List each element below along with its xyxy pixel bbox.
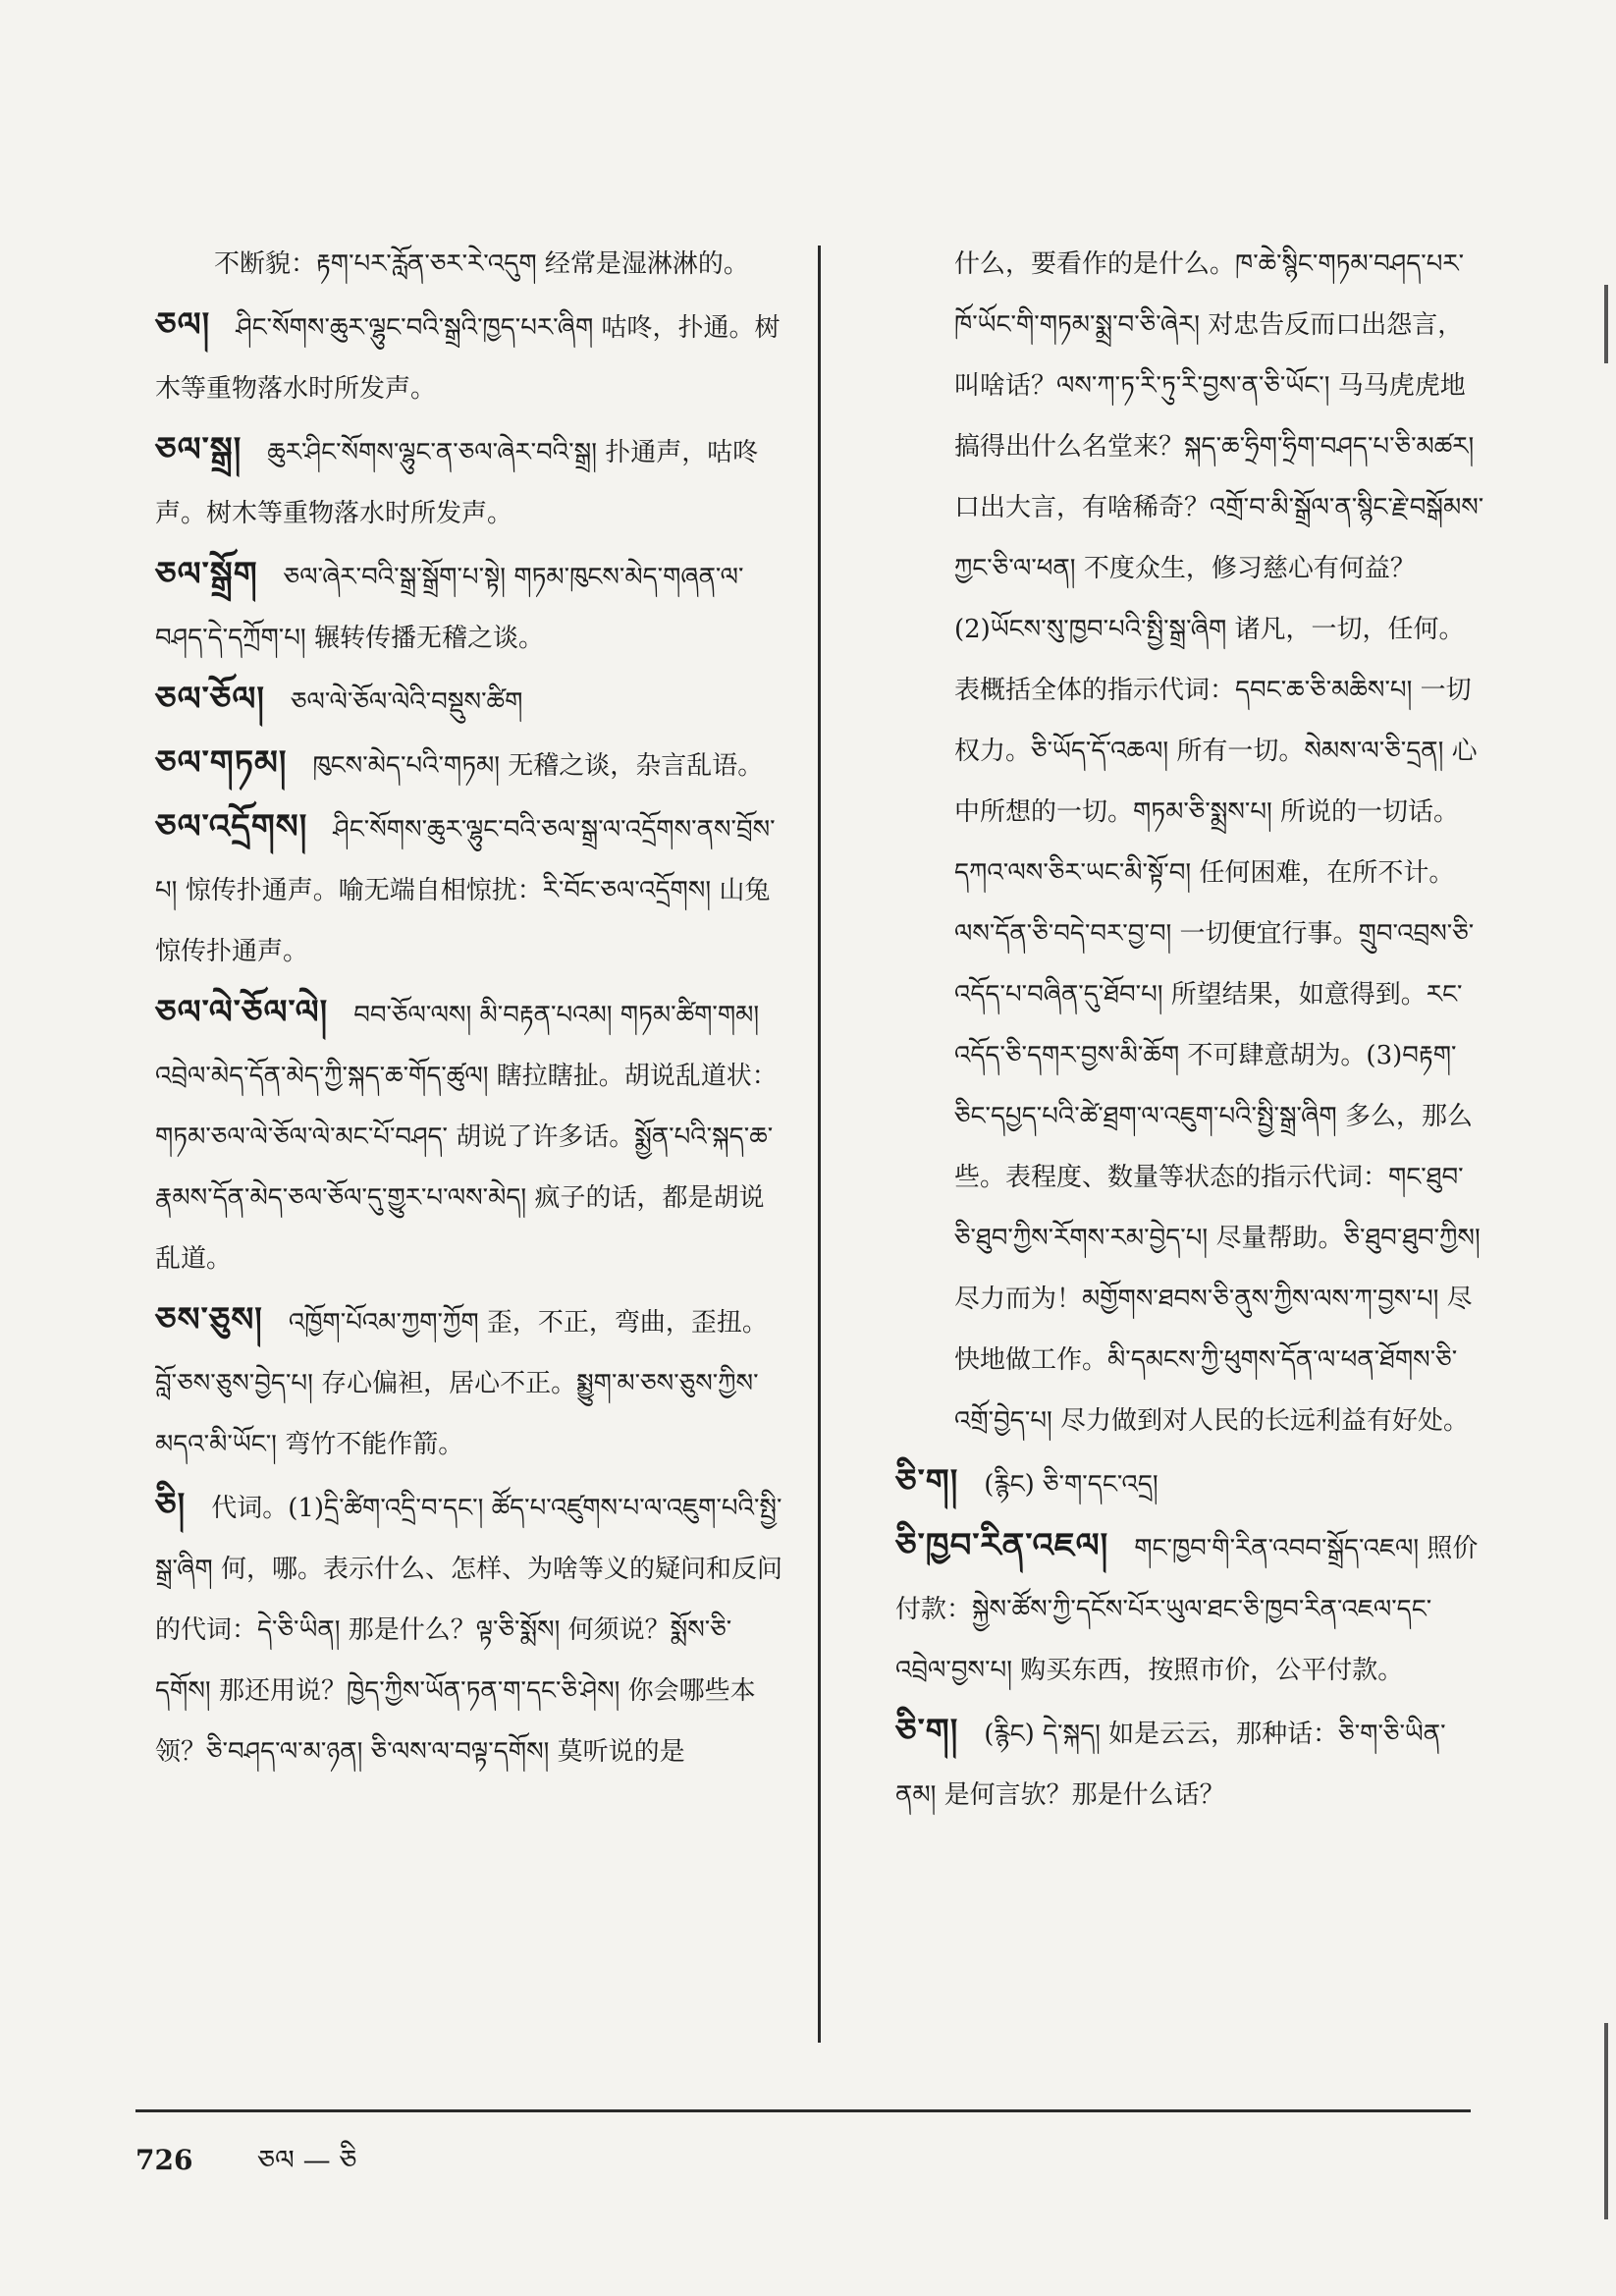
entry-definition: གང་ཁྱབ་གི་རིན་འབབ་སྒྲོད་འཇལ། 照价付款：སྐྱེས་ཚོས་ཀྱི་དངོས་པོར་ཡུལ་ཐང་ཅི་ཁྱབ་རིན་འཇལ་དང་འབྲེལ་བྱས་པ། 购买东西，按照市价，公平付款。 [895,1534,1479,1685]
footer-rule [135,2109,1471,2112]
entry-definition: ཤིང་སོགས་ཆུར་ལྷུང་བའི་སྒྲའི་ཁྱད་པར་ཞིག 咕咚，扑通。树木等重物落水时所发声。 [155,313,781,404]
entry-definition: (རྙིང) དེ་སྐད། 如是云云，那种话：ཅི་ག་ཅི་ཡིན་ནམ། 是何言欤？那是什么话？ [895,1720,1446,1810]
entry-definition: བབ་ཅོལ་ལས། མི་བརྟན་པའམ། གཏམ་ཚིག་གམ། འབྲེལ་མེད་དོན་མེད་ཀྱི་སྐད་ཆ་གོད་ཚུལ། 瞎拉瞎扯。胡说乱道状：གཏམ་ཅལ་ལེ་ཅོལ་ལེ་མང་པོ་བཤད་ 胡说了许多话。སྨྱོན་པའི་སྐད་ཆ་རྣམས་དོན་མེད་ཅལ་ཅོལ་དུ་གྱུར་པ་ལས་མེད། 疯子的话，都是胡说乱道。 [155,1001,778,1274]
entry-headword: ཅལ་ལེ་ཅོལ་ལེ། [155,993,329,1032]
dictionary-entry [155,544,783,669]
page-range: ཅལ — ཅི [257,2144,357,2176]
entry-headword: ཅལ་གཏམ། [155,743,288,783]
entry-headword: ཅས་ཅུས། [155,1300,263,1339]
entry-definition: 什么，要看作的是什么。ཁ་ཆེ་སྙིང་གཏམ་བཤད་པར་ཁོ་ཡོང་གི་གཏམ་སྨྲ་བ་ཅི་ཞེར། 对忠告反而口出怨言，叫啥话？ལས་ཀ་ཏ་རི་ཏུ་རི་བྱས་ན་ཅི་ཡོང་། 马马虎虎地搞得出什么名堂来？སྐད་ཆ་ཧྲིག་ཧྲིག་བཤད་པ་ཅི་མཚར། 口出大言，有啥稀奇？འགྲོ་བ་མི་སྒྲོལ་ན་སྙིང་རྗེ་བསྒོམས་ཀྱང་ཅི་ལ་ཕན། 不度众生，修习慈心有何益？(2)ཡོངས་སུ་ཁྱབ་པའི་སྤྱི་སྒྲ་ཞིག 诸凡，一切，任何。表概括全体的指示代词：དབང་ཆ་ཅི་མཆིས་པ། 一切权力。ཅི་ཡོད་དོ་འཆལ། 所有一切。སེམས་ལ་ཅི་དྲན། 心中所想的一切。གཏམ་ཅི་སྨྲས་པ། 所说的一切话。དཀའ་ལས་ཅིར་ཡང་མི་སྟོ་བ། 任何困难，在所不计。ལས་དོན་ཅི་བདེ་བར་བྱ་བ། 一切便宜行事。གྲུབ་འབྲས་ཅི་འདོད་པ་བཞིན་དུ་ཐོབ་པ། 所望结果，如意得到。རང་འདོད་ཅི་དགར་བྱས་མི་ཆོག 不可肆意胡为。(3)བརྟག་ཅིང་དཔྱད་པའི་ཚེ་ཐྲག་ལ་འཇུག་པའི་སྤྱི་སྒྲ་ཞིག 多么，那么些。表程度、数量等状态的指示代词：གང་ཐུབ་ཅི་ཐུབ་ཀྱིས་རོགས་རམ་བྱེད་པ། 尽量帮助。ཅི་ཐུབ་ཐུབ་ཀྱིས། 尽力而为！མགྱོགས་ཐབས་ཅི་ནུས་ཀྱིས་ལས་ཀ་བྱས་པ། 尽快地做工作。མི་དམངས་ཀྱི་ཕུགས་དོན་ལ་ཕན་ཐོགས་ཅི་འགྲོ་བྱེད་པ། 尽力做到对人民的长远利益有好处。 [954,249,1484,1436]
entry-headword: ཅལ་སྒྲ། [155,430,242,469]
entry-definition: ཆུར་ཤིང་སོགས་ལྷུང་ན་ཅལ་ཞེར་བའི་སྒྲ། 扑通声，咕咚声。树木等重物落水时所发声。 [155,438,759,528]
entry-headword: ཅལ་ཅོལ། [155,680,265,719]
entry-headword: ཅལ་སྒྲོག [155,555,258,594]
dictionary-entry [895,1515,1484,1701]
entry-headword: ཅལ་འདྲོགས། [155,807,308,847]
entry-definition: (རྙིང) ཅི་ག་དང་འདྲ། [984,1470,1158,1500]
entry-headword: ཅི་ཁྱབ་རིན་འཇལ། [895,1526,1109,1565]
dictionary-entry [155,982,783,1289]
entry-headword: ཅི་ག། [895,1462,959,1502]
column-divider [818,246,821,2043]
entry-headword: ཅལ། [155,305,211,345]
scan-edge-mark [1604,285,1608,363]
right-column [895,234,1484,1826]
entry-definition: འཁྱོག་པོའམ་ཀྱག་ཀྱོག 歪，不正，弯曲，歪扭。བློ་ཅས་ཅུས་བྱེད་པ། 存心偏袒，居心不正。སྨྱུག་མ་ཅས་ཅུས་ཀྱིས་མདའ་མི་ཡོང་། 弯竹不能作箭。 [155,1308,768,1459]
entry-headword: ཅི་ག། [895,1712,959,1751]
dictionary-entry [155,733,783,796]
entry-definition: ཅལ་ལེ་ཅོལ་ལེའི་བསྡུས་ཚིག [290,687,523,717]
dictionary-entry [155,419,783,544]
dictionary-entry [155,669,783,733]
scan-edge-mark [1604,2023,1608,2219]
entry-definition: 代词。(1)དྲི་ཚིག་འདྲི་བ་དང་། ཚོད་པ་འཛུགས་པ་ལ་འཇུག་པའི་སྤྱི་སྒྲ་ཞིག 何，哪。表示什么、怎样、为啥等义的疑问和反问的代词：དེ་ཅི་ཡིན། 那是什么？ལྟ་ཅི་སྨོས། 何须说？སྨོས་ཅི་དགོས། 那还用说？ཁྱེད་ཀྱིས་ཡོན་ཏན་ག་དང་ཅི་ཤེས། 你会哪些本领？ཅི་བཤད་ལ་མ་ཉན། ཅི་ལས་ལ་བལྟ་དགོས། 莫听说的是 [155,1494,782,1767]
dictionary-entry [895,234,1484,1451]
dictionary-entry [895,1701,1484,1826]
dictionary-entry [155,295,783,419]
entry-definition: ཅལ་ཞེར་བའི་སྒྲ་སྒྲོག་པ་སྟེ། གཏམ་ཁུངས་མེད་གཞན་ལ་བཤད་དེ་དཀྲོག་པ། 辗转传播无稽之谈。 [155,563,744,653]
entry-definition: ཁུངས་མེད་པའི་གཏམ། 无稽之谈，杂言乱语。 [312,751,764,781]
dictionary-entry [155,234,783,295]
page-number: 726 [135,2144,193,2176]
entry-headword: ཅི། [155,1486,187,1525]
entry-definition: ཤིང་སོགས་ཆུར་ལྷུང་བའི་ཅལ་སྒྲ་ལ་འདྲོགས་ནས་བྲོས་པ། 惊传扑通声。喻无端自相惊扰：རི་བོང་ཅལ་འདྲོགས། 山兔惊传扑通声。 [155,815,776,966]
dictionary-entry [155,1289,783,1475]
page-footer [135,2129,356,2207]
dictionary-entry [155,1475,783,1782]
left-column [155,234,783,1782]
dictionary-entry [895,1451,1484,1515]
entry-definition: 不断貌：རྟག་པར་རློན་ཅར་རེ་འདུག 经常是湿淋淋的。 [214,249,749,279]
dictionary-entry [155,796,783,982]
